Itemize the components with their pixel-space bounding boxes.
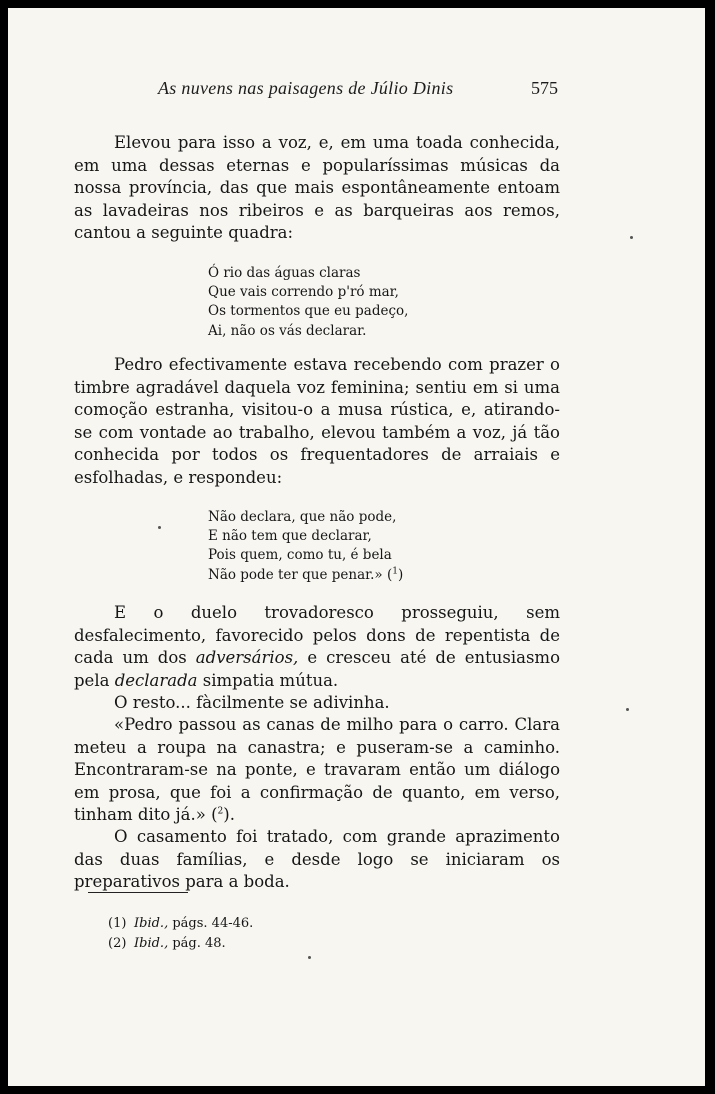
paragraph-4 <box>74 692 560 715</box>
footnote-source: Ibid., <box>134 936 169 951</box>
paper-speck <box>630 236 633 239</box>
paragraph-3-italic-adversarios: adversários, <box>195 648 299 668</box>
verse-line: Ó rio das águas claras <box>208 265 361 281</box>
book-page <box>8 8 705 1086</box>
verse-line-text: Não pode ter que penar.» <box>208 566 383 583</box>
verse-quatrain-1 <box>208 264 408 341</box>
verse-line: Os tormentos que eu padeço, <box>208 303 409 320</box>
running-title: As nuvens nas paisagens de Júlio Dinis <box>158 78 454 98</box>
paragraph-3-text-a: E o duelo trovadoresco prosseguiu, sem desfalecimento, favorecido pelos dons de repentista de cada um dos <box>74 603 560 668</box>
footnote-mark: (2) <box>108 936 127 951</box>
paragraph-3-text-b: e cresceu até de entusiasmo pela <box>74 648 561 690</box>
verse-line: E não tem que declarar, <box>208 528 372 545</box>
paper-speck <box>308 956 311 959</box>
paragraph-3-text-c: simpatia mútua. <box>202 670 339 690</box>
footnote-pages: págs. 44-46. <box>172 916 254 931</box>
footnote-divider <box>88 892 188 893</box>
paragraph-3-italic-declarada: declarada <box>114 670 198 690</box>
footnote-ref-2: 2 <box>217 806 224 817</box>
paragraph-1 <box>74 132 560 245</box>
paragraph-1-text: Elevou para isso a voz, e, em uma toada conhecida, em uma dessas eternas e popularíssimas músicas da nossa província, das que mais espontâneamente entoam as lavadeiras nos ribeiros e as barqueiras aos remos, cantou a seguinte quadra: <box>74 133 560 243</box>
footnote-source: Ibid., <box>134 916 169 931</box>
footnote-ref-1: 1 <box>392 566 398 577</box>
paragraph-4-text: O resto... fàcilmente se adivinha. <box>114 693 390 712</box>
paragraph-3 <box>74 602 560 692</box>
page-number: 575 <box>531 78 558 98</box>
paragraph-5-text: «Pedro passou as canas de milho para o carro. Clara meteu a roupa na canastra; e puseram-se a caminho. Encontraram-se na ponte, e travaram então um diálogo em prosa, que foi a confirmação de quanto, em verso, tinham dito já.» <box>74 715 560 825</box>
footnote <box>108 934 253 954</box>
verse-line: Não declara, que não pode, <box>208 509 397 525</box>
footnote-pages: pág. 48. <box>172 936 226 951</box>
page-header <box>158 78 558 102</box>
paper-speck <box>626 708 629 711</box>
paper-speck <box>158 526 161 529</box>
paragraph-2 <box>74 354 560 490</box>
verse-quatrain-2 <box>208 508 403 585</box>
footnotes <box>108 914 253 954</box>
paragraph-2-text: Pedro efectivamente estava recebendo com prazer o timbre agradável daquela voz feminina; sentiu em si uma comoção estranha, visitou-o a musa rústica, e, atirando-se com vontade ao trabalho, elevou também a voz, já tão conhecida por todos os frequentadores de arraiais e esfolhadas, e respondeu: <box>74 355 560 487</box>
verse-line: Não pode ter que penar.» ($^1$) <box>208 566 404 583</box>
paragraph-5: «Pedro passou as canas de milho para o carro. Clara meteu a roupa na canastra; e puseram-se a caminho. Encontraram-se na ponte, e travaram então um diálogo em prosa, que foi a confirmação de quanto, em verso, tinham dito já.» ($^2$). <box>74 715 560 825</box>
paragraph-6-text: O casamento foi tratado, com grande aprazimento das duas famílias, e desde logo se iniciaram os preparativos para a boda. <box>74 827 560 892</box>
verse-line: Ai, não os vás declarar. <box>208 322 367 339</box>
footnote <box>108 914 253 934</box>
verse-line: Que vais correndo p'ró mar, <box>208 284 399 301</box>
verse-line: Pois quem, como tu, é bela <box>208 547 392 564</box>
footnote-mark: (1) <box>108 916 127 931</box>
paragraph-6 <box>74 826 560 894</box>
